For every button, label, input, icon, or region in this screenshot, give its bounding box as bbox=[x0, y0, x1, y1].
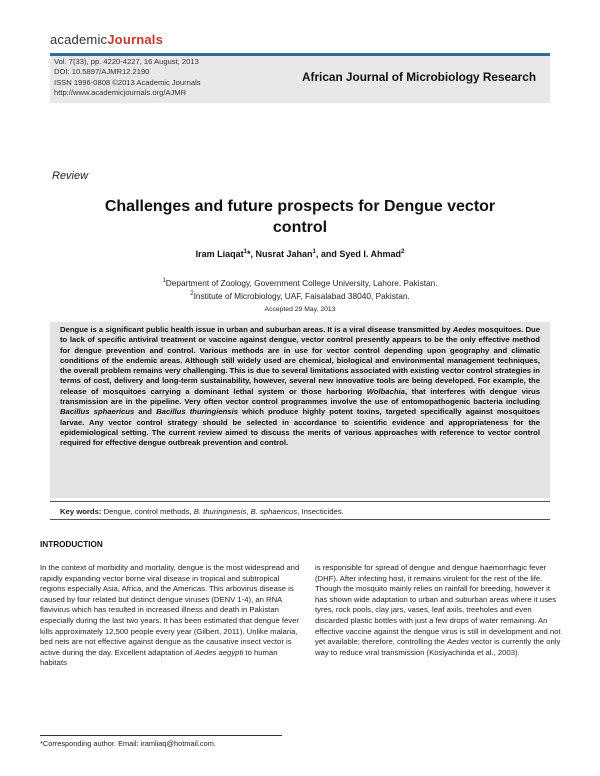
author-name: Nusrat Jahan bbox=[255, 249, 313, 259]
accepted-date: Accepted 29 May, 2013 bbox=[264, 306, 336, 313]
body-column-left: In the context of morbidity and mortality, dengue is the most widespread and rapidly expanding vector borne viral disease in tropical and subtropical regions especially Asia, Africa, and the Americas. This arbovirus disease is caused by four related but distinct dengue viruses (DENV 1-4), an RNA flavivirus which has resulted in increased illness and death in Pakistan especially during the last two years. It has been estimated that dengue fever kills approximately 12,500 people every year (Gilbert, 2011). Unlike malaria, bed nets are not effective against dengue as the causative insect vector is active during the day. Excellent adaptation of Aedes aegypti to human habitats bbox=[40, 563, 300, 668]
journal-url[interactable]: http://www.academicjournals.org/AJMR bbox=[54, 88, 187, 98]
article-type: Review bbox=[52, 170, 89, 182]
abstract-text: Dengue is a significant public health issue in urban and suburban areas. It is a viral disease transmitted by Aedes mosquitoes. Due to lack of specific antiviral treatment or vaccine against dengue, vector control presently appears to be the only effective method for dengue prevention and control. Various methods are in use for vector control depending upon geography and climatic conditions of the endemic areas. Although still widely used are chemical, biological and environmental management techniques, the overall problem remains very challenging. This is due to several limitations associated with existing vector control strategies in terms of cost, delivery and long-term sustainability, however, several new innovative tools are being developed. For example, the release of mosquitoes carrying a dominant lethal system or those harboring Wolbachia, that interferes with dengue virus transmission are in the pipeline. Very often vector control programmes involve the use of entomopathogenic bacteria including Bacillus sphaericus and Bacillus thuringiensis which produce highly potent toxins, targeted specifically against mosquitoes larvae. Any vector control strategy should be selected in accordance to scientific evidence and appropriateness for the epidemiological setting. The current review aimed to discuss the merits of various approaches with reference to vector control required for effective dengue outbreak prevention and control. bbox=[60, 325, 540, 448]
journal-logo: academicJournals bbox=[50, 32, 164, 47]
author-name: Syed I. Ahmad bbox=[339, 249, 402, 259]
keywords: Key words: Dengue, control methods, B. thuringinesis, B. sphaericus, Insecticides. bbox=[60, 507, 344, 516]
issn-line: ISSN 1996-0808 ©2013 Academic Journals bbox=[54, 77, 201, 87]
affiliations bbox=[40, 276, 560, 303]
affiliation: $^1$Department of Zoology, Government College University, Lahore. Pakistan. bbox=[162, 277, 438, 288]
publication-metadata bbox=[54, 57, 201, 99]
body-column-right: is responsible for spread of dengue and dengue haemorrhagic fever (DHF). After infecting host, it remains virulent for the rest of the life. Though the mosquito mainly relies on rainfall for breeding, however it has shown wide adaptation to urban and suburban areas where it uses tyres, rock pools, clay jars, vases, leaf axils, treeholes and even discarded plastic bottles with just a few drops of water remaining. An effective vaccine against the dengue virus is still in development and not yet available; therefore, controlling the Aedes vector is currently the only way to reduce viral transmission (Kosiyachinda et al., 2003). bbox=[315, 563, 561, 657]
corresponding-mark: * bbox=[246, 249, 251, 259]
author-name: Iram Liaqat bbox=[195, 249, 244, 259]
footnote-rule bbox=[40, 735, 282, 736]
corresponding-author-footnote: *Corresponding author. Email: iramliaq@hotmail.com. bbox=[40, 739, 216, 748]
section-heading-introduction: INTRODUCTION bbox=[40, 540, 103, 549]
journal-name: African Journal of Microbiology Research bbox=[302, 70, 537, 84]
doi-line: DOI: 10.5897/AJMR12.2190 bbox=[54, 67, 150, 77]
keywords-bottom-rule bbox=[50, 519, 550, 520]
article-title: Challenges and future prospects for Dengue vector control bbox=[104, 198, 496, 236]
keywords-top-rule bbox=[50, 501, 550, 502]
author-list: Iram Liaqat$^1$*, Nusrat Jahan$^1$, and Syed I. Ahmad$^2$ bbox=[195, 249, 405, 259]
affiliation: $^2$Institute of Microbiology, UAF, Faisalabad 38040, Pakistan. bbox=[190, 291, 410, 302]
volume-line: Vol. 7(33), pp. 4220-4227, 16 August, 2013 bbox=[54, 57, 199, 66]
